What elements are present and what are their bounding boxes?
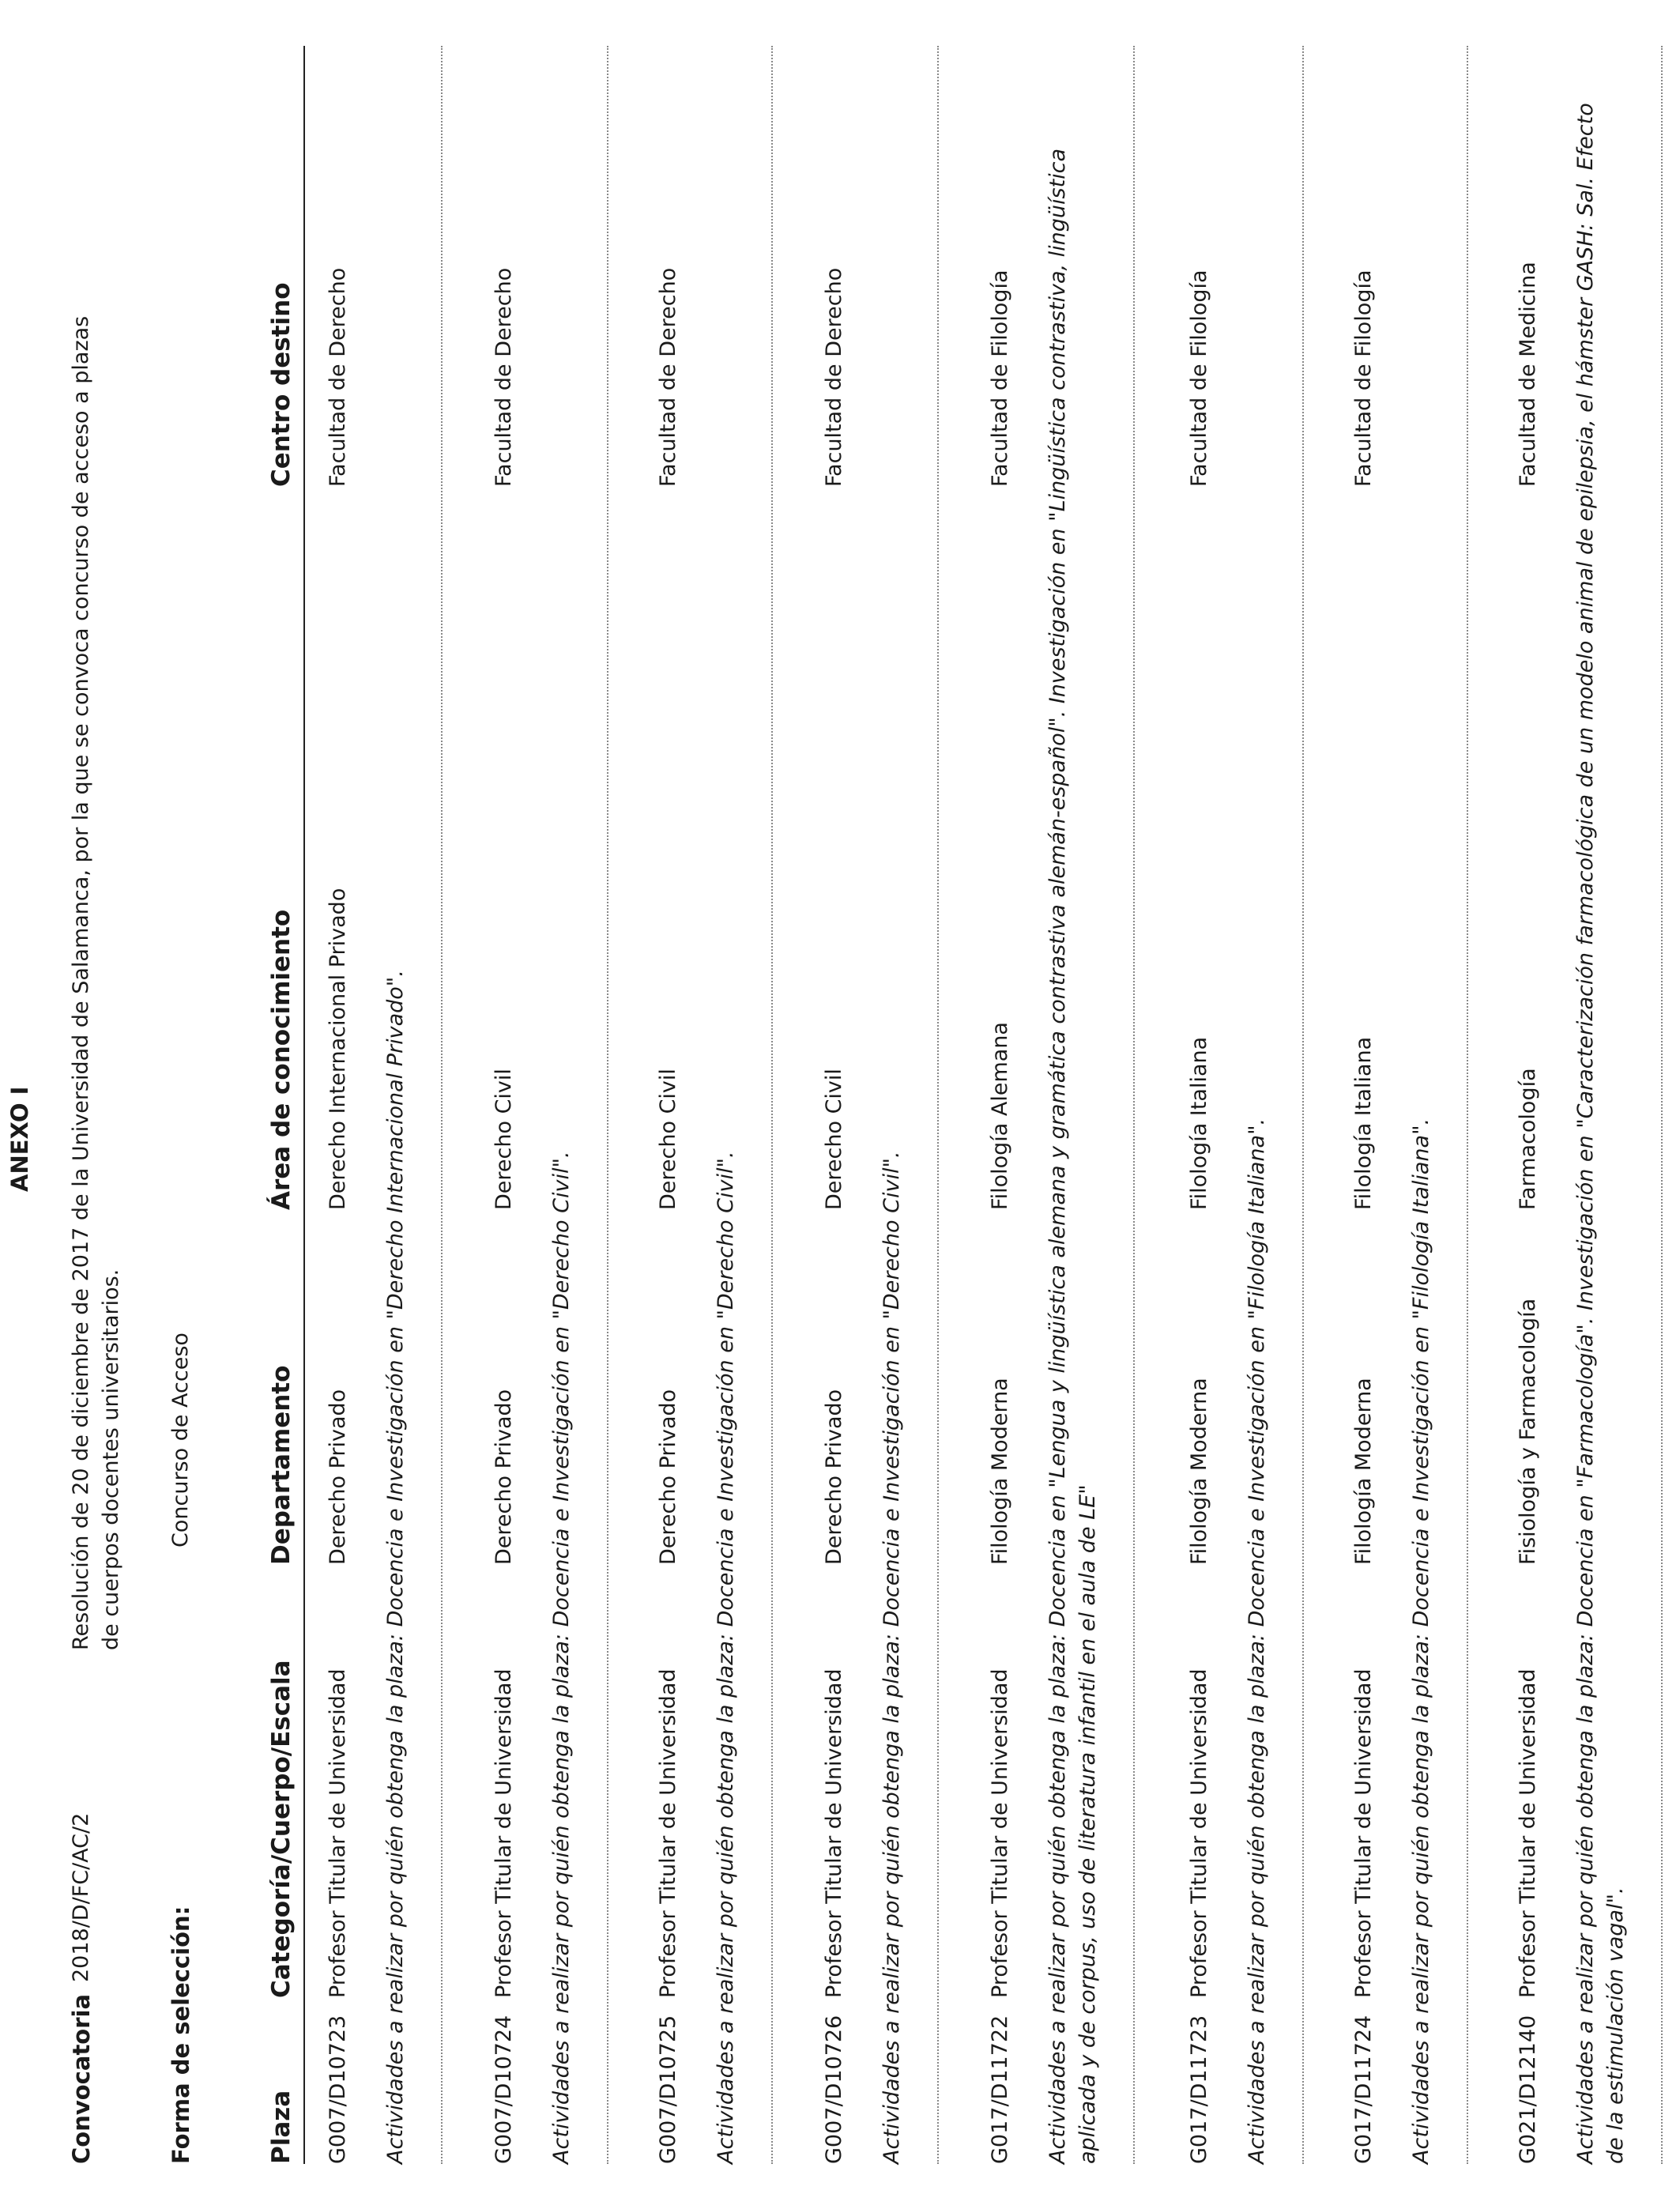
activities-line: Actividades a realizar por quién obtenga la plaza: Docencia e Investigación en "Derecho Civil". bbox=[880, 1151, 904, 2164]
row-separator bbox=[1661, 46, 1663, 2164]
activities-line: Actividades a realizar por quién obtenga la plaza: Docencia e Investigación en "Derecho Civil". bbox=[714, 1151, 738, 2164]
header-categoria: Categoría/Cuerpo/Escala bbox=[267, 1660, 296, 1998]
row-separator bbox=[1302, 46, 1304, 2164]
cell-area: Derecho Civil bbox=[492, 1069, 516, 1210]
activities-line: Actividades a realizar por quién obtenga la plaza: Docencia e Investigación en "Filología Italiana". bbox=[1245, 1118, 1269, 2164]
cell-centro: Facultad de Filología bbox=[1187, 270, 1211, 487]
row-separator bbox=[441, 46, 443, 2164]
header-plaza: Plaza bbox=[267, 2090, 296, 2164]
cell-categoria: Profesor Titular de Universidad bbox=[1516, 1668, 1540, 1998]
cell-plaza: G007/D10725 bbox=[656, 2015, 680, 2164]
header-rule bbox=[303, 46, 305, 2164]
cell-centro: Facultad de Derecho bbox=[656, 267, 680, 487]
cell-plaza: G021/D12140 bbox=[1516, 2015, 1540, 2164]
cell-plaza: G007/D10726 bbox=[822, 2015, 846, 2164]
cell-centro: Facultad de Derecho bbox=[822, 267, 846, 487]
cell-area: Derecho Civil bbox=[656, 1069, 680, 1210]
header-centro: Centro destino bbox=[267, 282, 296, 487]
cell-centro: Facultad de Medicina bbox=[1516, 262, 1540, 487]
cell-categoria: Profesor Titular de Universidad bbox=[1351, 1668, 1376, 1998]
cell-departamento: Fisiología y Farmacología bbox=[1516, 1298, 1540, 1565]
activities-text bbox=[1571, 77, 1631, 2164]
forma-seleccion-label: Forma de selección: bbox=[168, 1906, 194, 2164]
cell-centro: Facultad de Filología bbox=[988, 270, 1012, 487]
row-separator bbox=[1467, 46, 1468, 2164]
cell-area: Filología Italiana bbox=[1351, 1036, 1376, 1210]
row-separator bbox=[1133, 46, 1135, 2164]
cell-area: Filología Alemana bbox=[988, 1022, 1012, 1210]
cell-plaza: G017/D11722 bbox=[988, 2015, 1012, 2164]
convocatoria-description-line1: Resolución de 20 de diciembre de 2017 de la Universidad de Salamanca, por la que se convoca concurso de acceso a plazas bbox=[69, 315, 93, 1650]
document-title: ANEXO I bbox=[6, 1086, 33, 1192]
cell-departamento: Filología Moderna bbox=[1351, 1378, 1376, 1565]
cell-categoria: Profesor Titular de Universidad bbox=[822, 1668, 846, 1998]
cell-categoria: Profesor Titular de Universidad bbox=[988, 1668, 1012, 1998]
cell-area: Filología Italiana bbox=[1187, 1036, 1211, 1210]
cell-area: Derecho Civil bbox=[822, 1069, 846, 1210]
cell-departamento: Filología Moderna bbox=[988, 1378, 1012, 1565]
cell-plaza: G007/D10723 bbox=[326, 2015, 350, 2164]
cell-categoria: Profesor Titular de Universidad bbox=[656, 1668, 680, 1998]
activities-text bbox=[1043, 77, 1103, 2164]
activities-text bbox=[711, 46, 741, 2164]
cell-departamento: Derecho Privado bbox=[492, 1389, 516, 1565]
cell-plaza: G017/D11723 bbox=[1187, 2015, 1211, 2164]
activities-text bbox=[547, 46, 577, 2164]
row-separator bbox=[771, 46, 773, 2164]
cell-categoria: Profesor Titular de Universidad bbox=[326, 1668, 350, 1998]
cell-departamento: Filología Moderna bbox=[1187, 1378, 1211, 1565]
cell-departamento: Derecho Privado bbox=[822, 1389, 846, 1565]
cell-centro: Facultad de Filología bbox=[1351, 270, 1376, 487]
activities-text bbox=[1242, 46, 1272, 2164]
cell-area: Derecho Internacional Privado bbox=[326, 888, 350, 1210]
activities-text bbox=[877, 46, 907, 2164]
row-separator bbox=[937, 46, 939, 2164]
cell-area: Farmacología bbox=[1516, 1068, 1540, 1210]
cell-departamento: Derecho Privado bbox=[656, 1389, 680, 1565]
forma-seleccion-value: Concurso de Acceso bbox=[168, 1333, 193, 1547]
row-separator bbox=[607, 46, 608, 2164]
cell-centro: Facultad de Derecho bbox=[492, 267, 516, 487]
convocatoria-label: Convocatoria bbox=[68, 1993, 95, 2164]
header-area: Área de conocimiento bbox=[267, 909, 296, 1210]
header-departamento: Departamento bbox=[267, 1365, 296, 1565]
convocatoria-description-line2: de cuerpos docentes universitarios. bbox=[99, 1269, 123, 1650]
activities-line: Actividades a realizar por quién obtenga la plaza: Docencia e Investigación en "Filología Italiana". bbox=[1409, 1118, 1433, 2164]
cell-plaza: G007/D10724 bbox=[492, 2015, 516, 2164]
cell-categoria: Profesor Titular de Universidad bbox=[1187, 1668, 1211, 1998]
activities-line: Actividades a realizar por quién obtenga la plaza: Docencia e Investigación en "Derecho Civil". bbox=[549, 1151, 574, 2164]
activities-text bbox=[381, 46, 411, 2164]
activities-line: Actividades a realizar por quién obtenga la plaza: Docencia en "Lengua y lingüística alemana y gramática contrastiva alemán-español". Investigación en "Lingüística contrastiva, lingüística aplicada y de corpus, uso de literatura infantil en el aula de LE" bbox=[1045, 148, 1100, 2164]
activities-line: Actividades a realizar por quién obtenga la plaza: Docencia e Investigación en "Derecho Internacional Privado". bbox=[383, 970, 408, 2164]
cell-categoria: Profesor Titular de Universidad bbox=[492, 1668, 516, 1998]
cell-plaza: G017/D11724 bbox=[1351, 2015, 1376, 2164]
cell-departamento: Derecho Privado bbox=[326, 1389, 350, 1565]
convocatoria-code: 2018/D/FC/AC/2 bbox=[69, 1812, 93, 1982]
cell-centro: Facultad de Derecho bbox=[326, 267, 350, 487]
activities-text bbox=[1407, 46, 1437, 2164]
activities-line: Actividades a realizar por quién obtenga la plaza: Docencia en "Farmacología". Investigación en "Caracterización farmacológica de un modelo animal de epilepsia, el hámster GASH: Sal. Efecto de la estimulación vagal". bbox=[1573, 103, 1628, 2164]
